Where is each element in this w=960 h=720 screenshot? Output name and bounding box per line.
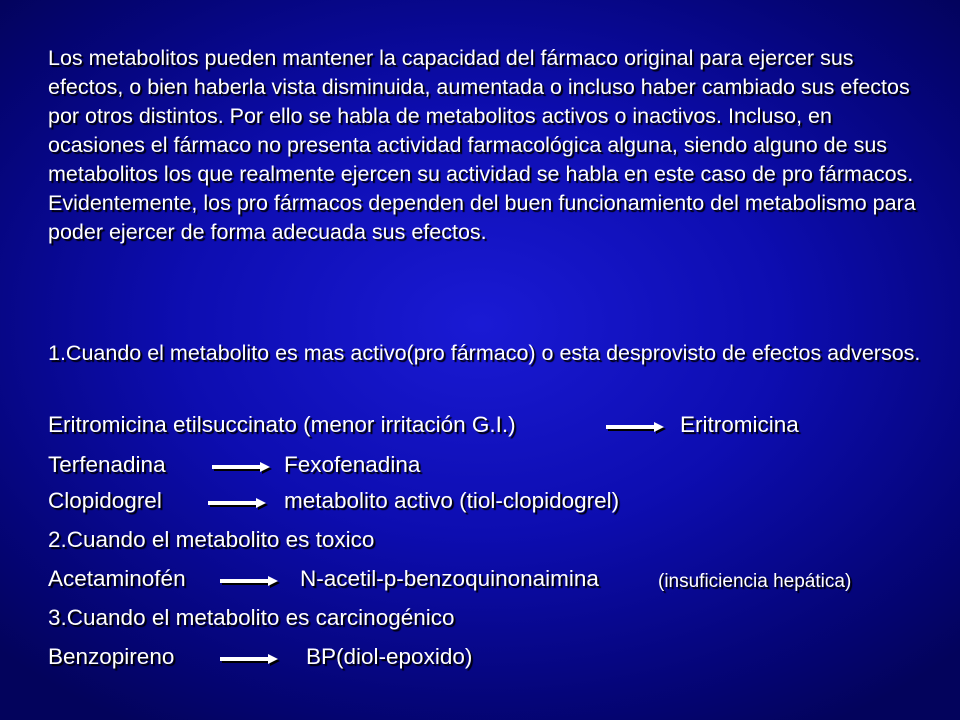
arrow-icon [220,654,278,664]
product-label: metabolito activo (tiol-clopidogrel) [284,488,620,513]
substrate-label: Clopidogrel [48,488,162,513]
reaction-row-benzopireno [48,642,928,672]
reaction-row-clopidogrel [48,486,928,516]
substrate-label: Terfenadina [48,452,166,477]
reaction-row-terfenadina [48,450,928,480]
case2-heading: 2.Cuando el metabolito es toxico [48,527,375,552]
note-label: (insuficiencia hepática) [658,571,852,592]
arrow-icon [220,576,278,586]
arrow-icon [606,422,664,432]
product-label: Eritromicina [680,412,799,437]
case3-heading: 3.Cuando el metabolito es carcinogénico [48,605,455,630]
product-label: BP(diol-epoxido) [306,644,473,669]
arrow-icon [212,462,270,472]
reaction-row-acetaminofen [48,564,928,594]
intro-paragraph: Los metabolitos pueden mantener la capacidad del fármaco original para ejercer sus efectos, o bien haberla vista disminuida, aumentada o incluso haber cambiado sus efectos por otros distintos. Por ello se habla de metabolitos activos o inactivos. Incluso, en ocasiones el fármaco no presenta actividad farmacológica alguna, siendo alguno de sus metabolitos los que realmente ejercen su actividad se habla en este caso de pro fármacos. Evidentemente, los pro fármacos dependen del buen funcionamiento del metabolismo para poder ejercer de forma adecuada sus efectos. [48,46,916,244]
substrate-label: Acetaminofén [48,566,186,591]
product-label: N-acetil-p-benzoquinonaimina [300,566,599,591]
substrate-label: Benzopireno [48,644,175,669]
arrow-icon [208,498,266,508]
product-label: Fexofenadina [284,452,421,477]
reaction-row-eritromicina [48,410,928,440]
case1-heading: 1.Cuando el metabolito es mas activo(pro fármaco) o esta desprovisto de efectos adversos. [48,341,921,365]
substrate-label: Eritromicina etilsuccinato (menor irritación G.I.) [48,412,516,437]
